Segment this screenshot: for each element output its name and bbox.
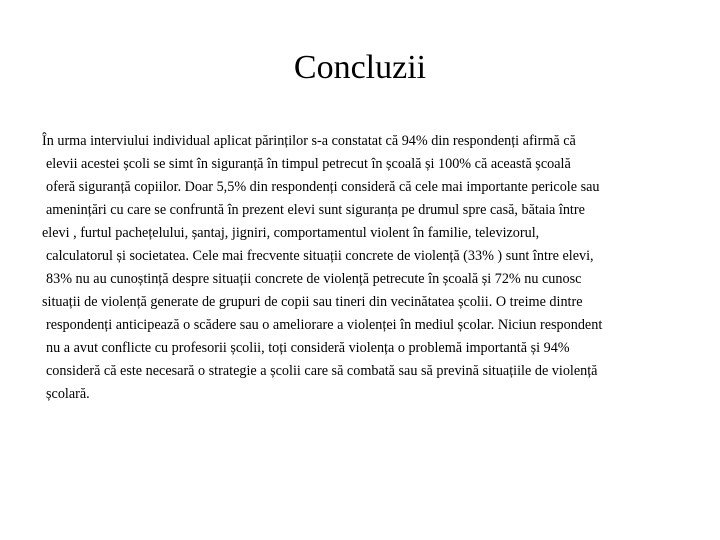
body-line: elevi , furtul pachețelului, șantaj, jigniri, comportamentul violent în familie, televizorul, (42, 225, 540, 241)
body-line: 83% nu au cunoștință despre situații concrete de violență petrecute în școală și 72% nu cunosc (46, 271, 582, 287)
body-line: consideră că este necesară o strategie a școlii care să combată sau să prevină situațiile de violență (46, 363, 598, 379)
body-line: În urma interviului individual aplicat părinților s-a constatat că 94% din respondenți afirmă că (42, 133, 576, 149)
body-line: respondenți anticipează o scădere sau o ameliorare a violenței în mediul școlar. Niciun respondent (46, 317, 603, 333)
body-line: amenințări cu care se confruntă în prezent elevi sunt siguranța pe drumul spre casă, bătaia între (46, 202, 585, 218)
slide-body-text (42, 130, 682, 406)
slide-title: Concluzii (293, 49, 427, 86)
body-line: calculatorul și societatea. Cele mai frecvente situații concrete de violență (33% ) sunt între elevi, (46, 248, 594, 264)
body-line: școlară. (46, 386, 90, 402)
body-line: elevii acestei școli se simt în siguranță în timpul petrecut în școală și 100% că această școală (46, 156, 571, 172)
body-line: situații de violență generate de grupuri de copii sau tineri din vecinătatea școlii. O treime dintre (42, 294, 583, 310)
body-line: nu a avut conflicte cu profesorii școlii, toți consideră violența o problemă importantă și 94% (46, 340, 570, 356)
body-line: oferă siguranță copiilor. Doar 5,5% din respondenți consideră că cele mai importante pericole sau (46, 179, 600, 195)
